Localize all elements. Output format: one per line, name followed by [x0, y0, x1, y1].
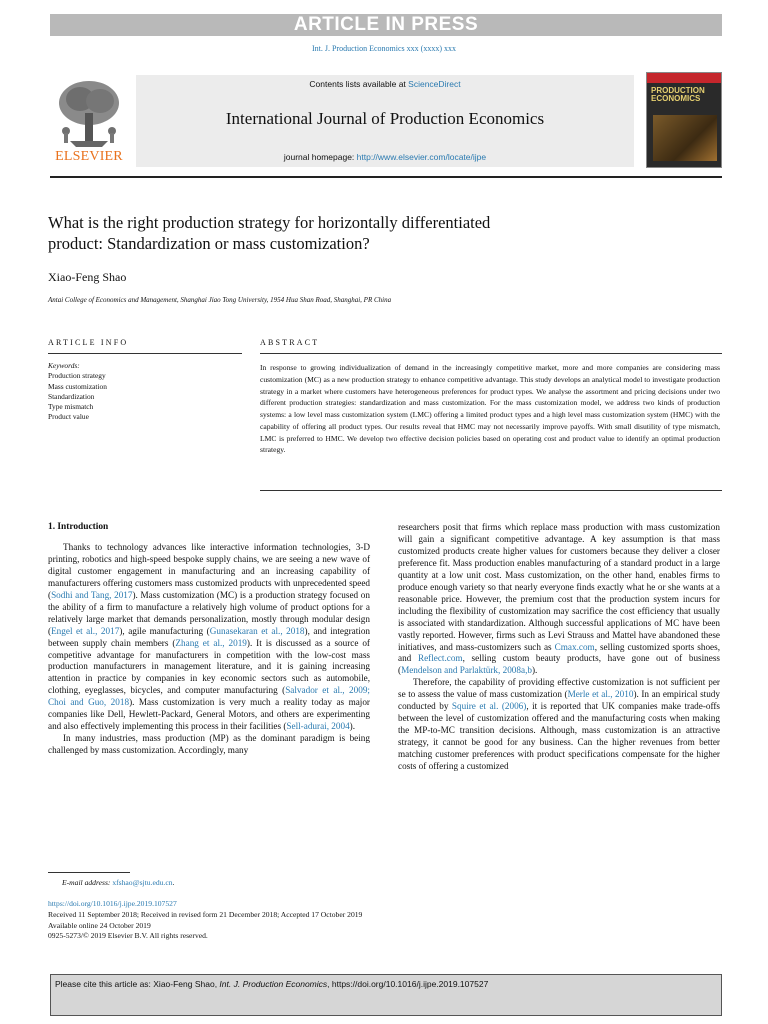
cite-suffix[interactable]: , https://doi.org/10.1016/j.ijpe.2019.107527: [327, 979, 489, 989]
paragraph-2: In many industries, mass production (MP) as the dominant paradigm is being challenged by mass customization. Accordingly, many: [48, 733, 370, 756]
section-heading-introduction: 1. Introduction: [48, 522, 109, 532]
email-label: E-mail address:: [62, 878, 111, 887]
info-rule-top: [48, 353, 242, 354]
abstract-rule-bottom: [260, 490, 722, 491]
title-line-1: What is the right production strategy for horizontally differentiated: [48, 213, 491, 232]
paragraph-1: [48, 542, 370, 733]
text-run: ). Mass customization is very much a reality today as major companies like Dell, Hewlett-Packard, General Motors, and others are experimenting and also effectively implementing this process in their facilities (: [48, 697, 370, 732]
article-metadata: [48, 899, 362, 942]
keyword-item: Standardization: [48, 391, 95, 401]
keyword-item: Mass customization: [48, 381, 107, 391]
text-run: ). In an empirical study conducted by: [398, 689, 720, 712]
abstract-label: ABSTRACT: [260, 338, 320, 347]
cite-prefix: Please cite this article as: Xiao-Feng Shao,: [55, 979, 220, 989]
paragraph-3: [398, 522, 720, 677]
email-link[interactable]: xfshao@sjtu.edu.cn: [112, 878, 173, 887]
text-run: ), agile manufacturing (: [119, 625, 210, 636]
keyword-item: Product value: [48, 412, 89, 422]
text-run: , it is reported that UK companies make trade-offs between the level of customization offered and the manufacturing costs when making the MP-to-MC transition decisions. Although, mass customization is an attractive strategy, it cannot be good for any business. Can the higher revenues from better matching customer preferences with product specifications compensate for the higher costs of offering a customized: [398, 701, 720, 772]
elsevier-logo[interactable]: [50, 75, 128, 167]
keyword-item: Production strategy: [48, 371, 106, 381]
cover-title-line2: ECONOMICS: [651, 94, 701, 103]
paragraph-4: [398, 677, 720, 773]
article-info-label: ARTICLE INFO: [48, 338, 129, 347]
received-dates: Received 11 September 2018; Received in revised form 21 December 2018; Accepted 17 October 2019: [48, 909, 363, 919]
citation-link[interactable]: Zhang et al., 2019: [175, 637, 247, 648]
website-link[interactable]: Reflect.com: [417, 653, 463, 664]
author-affiliation: Antai College of Economics and Management, Shanghai Jiao Tong University, 1954 Hua Shan Road, Shanghai, PR China: [48, 296, 392, 304]
keyword-item: Type mismatch: [48, 402, 94, 412]
text-run: ).: [349, 721, 356, 732]
citation-link[interactable]: Mendelson and Parlaktürk, 2008a,b: [401, 665, 532, 676]
text-run: , selling custom beauty products, have gone out of business (: [398, 653, 721, 676]
article-title: [48, 212, 628, 254]
homepage-line: [136, 152, 634, 162]
cite-journal: Int. J. Production Economics: [219, 979, 328, 989]
body-column-left: [48, 522, 370, 757]
cover-title-line1: PRODUCTION: [651, 86, 705, 95]
text-run: ). Mass customization (MC) is a production strategy focused on the ability of a firm to manufacture a relatively high volume of product options for a relatively large market that demands personalization, mostly through modular design (: [48, 589, 370, 636]
online-date: Available online 24 October 2019: [48, 920, 151, 930]
homepage-prefix: journal homepage:: [283, 152, 357, 162]
article-in-press-banner: ARTICLE IN PRESS: [50, 14, 722, 36]
text-run: ). It is discussed as a source of competitive advantage for manufacturers in competition with the low-cost mass production manufacturers in management literature, and it is gaining increasing attention in practice by companies in key economic sectors such as automobile, clothing, eyeglasses, bicycles, and computer manufacturing (: [48, 637, 370, 696]
elsevier-tree-icon: [50, 75, 128, 149]
email-footnote: [62, 878, 174, 887]
citation-link[interactable]: Salvador et al., 2009; Choi and Guo, 2018: [48, 685, 370, 708]
body-column-right: [398, 522, 720, 773]
citation-link[interactable]: Sodhi and Tang, 2017: [51, 589, 133, 600]
cover-band: [647, 73, 721, 83]
citation-link[interactable]: Engel et al., 2017: [51, 625, 120, 636]
author-name[interactable]: Xiao-Feng Shao: [48, 270, 127, 284]
header-divider: [50, 176, 722, 178]
homepage-link[interactable]: http://www.elsevier.com/locate/ijpe: [356, 152, 487, 162]
keywords-block: [48, 361, 248, 423]
contents-prefix: Contents lists available at: [309, 79, 409, 89]
website-link[interactable]: Cmax.com: [554, 641, 595, 652]
text-run: Thanks to technology advances like interactive information technologies, 3-D printing, robotics and high-speed bespoke supply chains, we are seeing a new wave of digital customer engagement in manufacturing and an increasing capability of manufacturers offering customers mass customized products with unprecedented speed (: [48, 541, 370, 600]
sciencedirect-link[interactable]: ScienceDirect: [408, 79, 461, 89]
elsevier-wordmark: ELSEVIER: [55, 149, 123, 164]
text-run: Therefore, the capability of providing effective customization is not sufficient per se to assess the value of mass customization (: [398, 677, 720, 700]
abstract-rule-top: [260, 353, 722, 354]
footnote-tail: .: [172, 878, 175, 887]
text-run: ), and integration between supply chain members (: [48, 625, 371, 648]
citation-link[interactable]: Gunasekaran et al., 2018: [209, 625, 305, 636]
cover-image: [653, 115, 717, 161]
citation-box: [50, 974, 722, 1016]
citation-link[interactable]: Squire et al. (2006): [451, 701, 527, 712]
citation-link[interactable]: Merle et al., 2010: [567, 689, 634, 700]
cover-title: [651, 87, 705, 103]
citation-link[interactable]: Sell-adurai, 2004: [286, 721, 350, 732]
copyright-line: 0925-5273/© 2019 Elsevier B.V. All rights reserved.: [48, 931, 208, 941]
text-run: researchers posit that firms which replace mass production with mass customization will gain a significant competitive advantage. A key assumption is that mass customized products create higher values for customers because they deliver a closer preference fit. Mass production enables manufacturing of a standard product in a large quantity at a low unit cost. Mass customization, on the other hand, enables firms to produce enough variety so that nearly everyone finds exactly what he or she wants at a reasonable price. However, the premium cost that the production system incurs for including the flexibility of customization may sacrifice the cost efficiency that usually is associated with standardization. Although successful applications of MC have been vastly reported. However, firms such as Levi Strauss and Mattel have abandoned these initiatives, and mass-customizers such as: [398, 522, 720, 652]
contents-line: [136, 79, 634, 89]
abstract-text: In response to growing individualization of demand in the increasingly competitive market, more and more companies are considering mass customization (MC) as a new production strategy to enhance competitive advantage. This study develops an analytical model to investigate production strategy in a market where customers have heterogeneous preferences for product types. We analyse the assortment and pricing decisions under two different production strategies: standardization and mass customization. For the mass customization model, we address two kinds of production systems: a low level mass customization system (LMC) offering a limited product types and a high level mass customization system (HMC) with the capability of offering all product types. Our results reveal that HMC may not necessarily improve payoffs. With small disutility of type mismatch, LMC is preferred to HMC. We develop two effective decision policies based on operating cost and product value to identify an optimal production strategy.: [260, 363, 720, 455]
footnote-rule: [48, 872, 130, 873]
journal-title: International Journal of Production Economics: [225, 109, 545, 128]
journal-info-box: [136, 75, 634, 167]
title-line-2: product: Standardization or mass customization?: [48, 234, 370, 253]
journal-reference[interactable]: Int. J. Production Economics xxx (xxxx) xxx: [312, 44, 456, 53]
text-run: ).: [531, 665, 538, 676]
journal-header: [50, 75, 722, 171]
journal-cover-thumbnail[interactable]: [646, 72, 722, 168]
keywords-heading: Keywords:: [48, 361, 80, 370]
text-run: , selling customized sports shoes, and: [398, 641, 720, 664]
doi-link[interactable]: https://doi.org/10.1016/j.ijpe.2019.107527: [48, 899, 177, 908]
